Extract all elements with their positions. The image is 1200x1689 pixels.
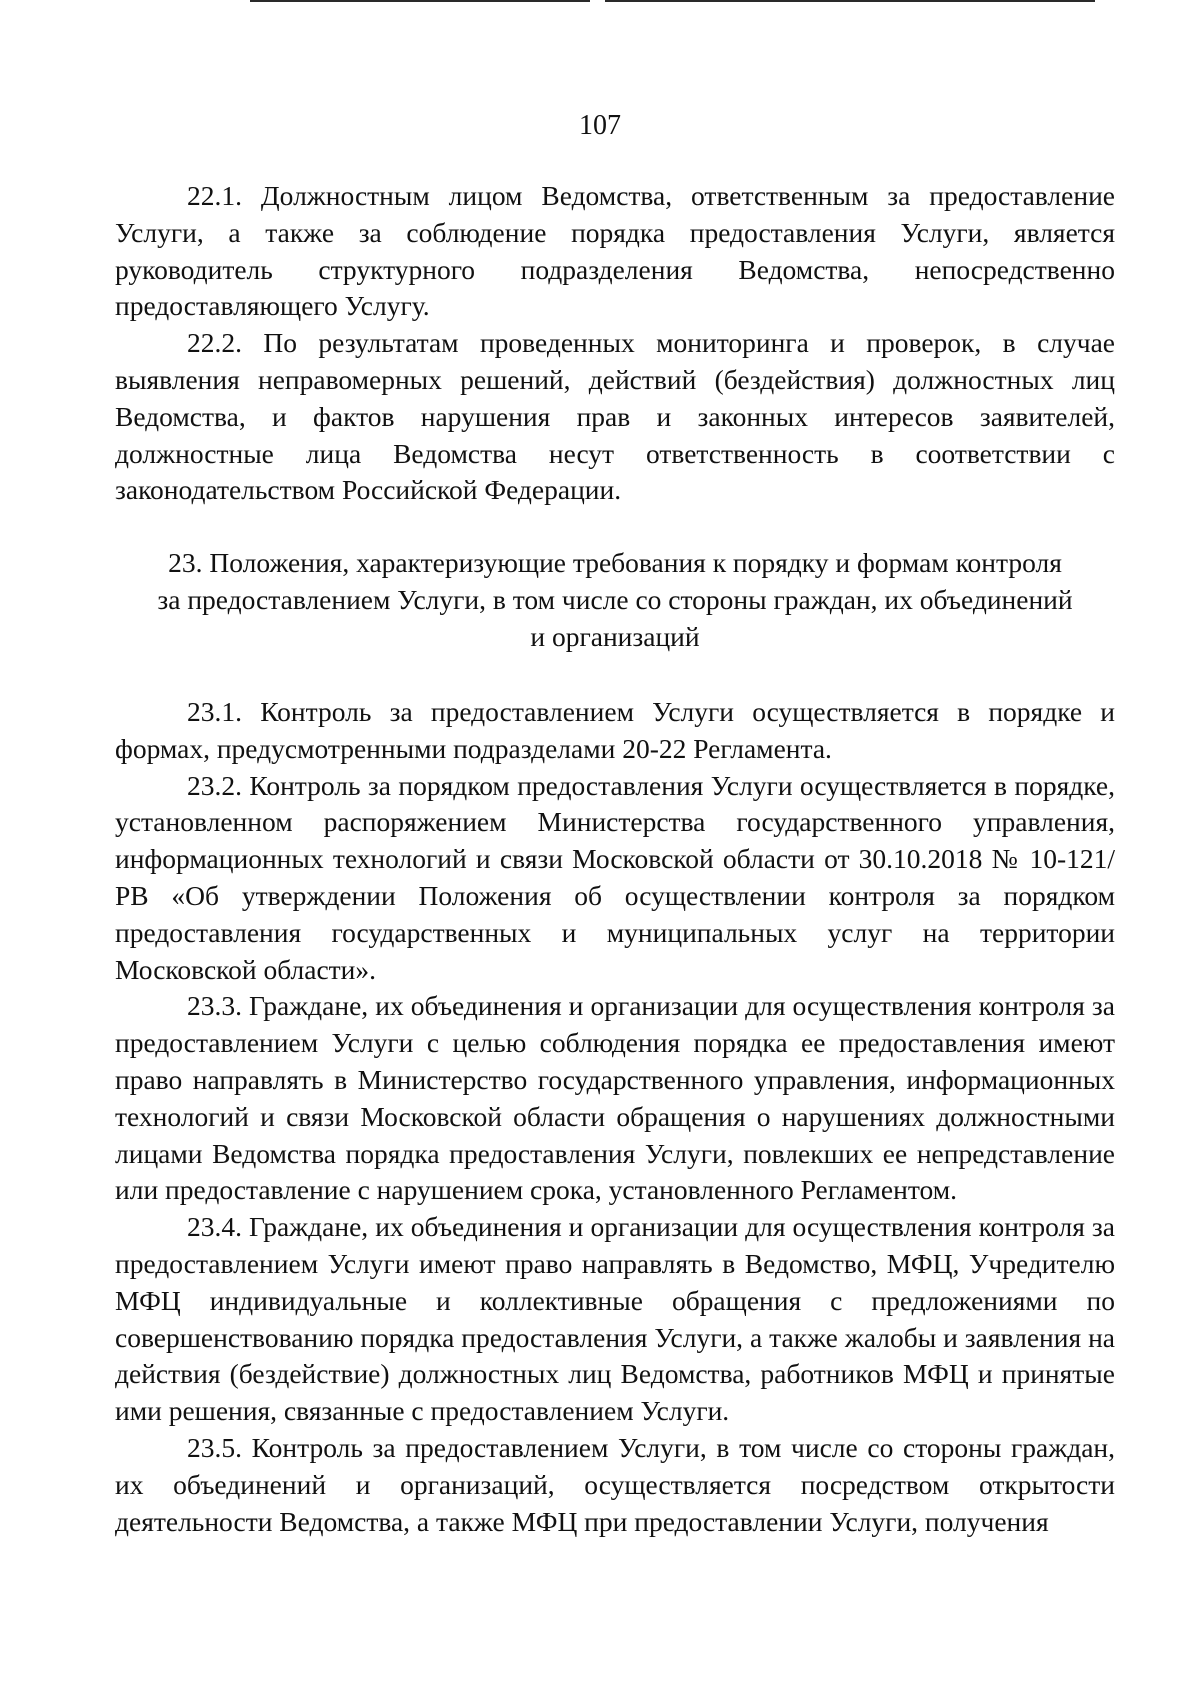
paragraph-23-5: 23.5. Контроль за предоставлением Услуги, в том числе со стороны граждан, их объединений и организаций, осуществляется посредством открытости деятельности Ведомства, а также МФЦ при предоставлении Услуги, получения [115,1431,1115,1537]
paragraph-23-2: 23.2. Контроль за порядком предоставления Услуги осуществляется в порядке, установленном распоряжением Министерства государственного управления, информационных технологий и связи Московской области от 30.10.2018 № 10-121/РВ «Об утверждении Положения об осуществлении контроля за порядком предоставления государственных и муниципальных услуг на территории Московской области». [115,769,1115,985]
section-23-heading [135,544,1095,655]
paragraph-23-1: 23.1. Контроль за предоставлением Услуги осуществляется в порядке и формах, предусмотренными подразделами 20-22 Регламента. [115,696,1115,764]
heading-line-3: и организаций [530,621,700,652]
page-number: 107 [579,110,621,141]
paragraph-22-1: 22.1. Должностным лицом Ведомства, ответственным за предоставление Услуги, а также за соблюдение порядка предоставления Услуги, является руководитель структурного подразделения Ведомства, непосредственно предоставляющего Услугу. [115,180,1115,322]
scan-top-edge [0,0,1200,4]
heading-line-2: за предоставлением Услуги, в том числе со стороны граждан, их объединений [157,584,1073,615]
section-22-body [115,178,1115,509]
paragraph-23-3: 23.3. Граждане, их объединения и организации для осуществления контроля за предоставлением Услуги с целью соблюдения порядка ее предоставления имеют право направлять в Министерство государственного управления, информационных технологий и связи Московской области обращения о нарушениях должностными лицами Ведомства порядка предоставления Услуги, повлекших ее непредставление или предоставление с нарушением срока, установленного Регламентом. [115,990,1115,1206]
heading-line-1: 23. Положения, характеризующие требования к порядку и формам контроля [168,547,1062,578]
paragraph-22-2: 22.2. По результатам проведенных мониторинга и проверок, в случае выявления неправомерных решений, действий (бездействия) должностных лиц Ведомства, и фактов нарушения прав и законных интересов заявителей, должностные лица Ведомства несут ответственность в соответствии с законодательством Российской Федерации. [115,327,1115,506]
paragraph-23-4: 23.4. Граждане, их объединения и организации для осуществления контроля за предоставлением Услуги имеют право направлять в Ведомство, МФЦ, Учредителю МФЦ индивидуальные и коллективные обращения с предложениями по совершенствованию порядка предоставления Услуги, а также жалобы и заявления на действия (бездействие) должностных лиц Ведомства, работников МФЦ и принятые ими решения, связанные с предоставлением Услуги. [115,1211,1115,1427]
section-23-body [115,694,1115,1540]
